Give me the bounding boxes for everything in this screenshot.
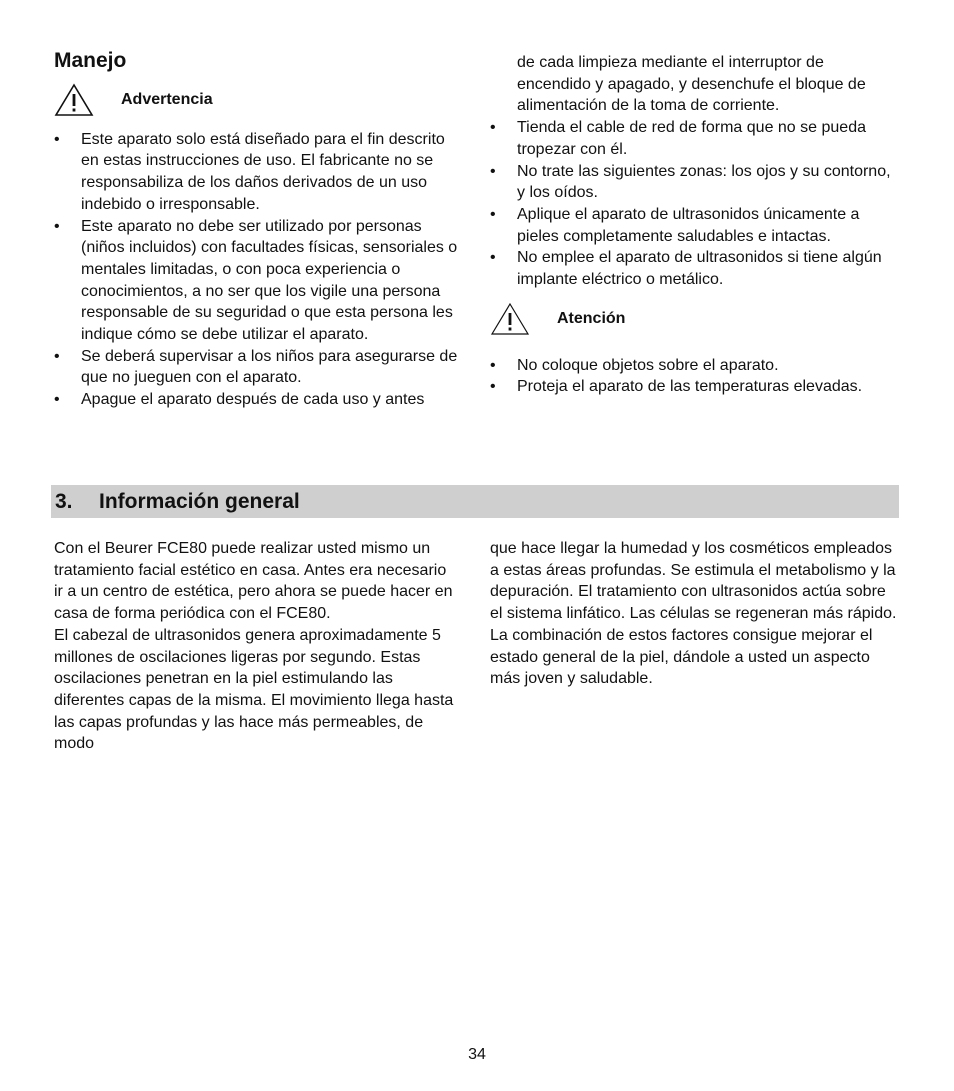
list-item: • Proteja el aparato de las temperaturas elevadas.	[490, 376, 902, 398]
section-number: 3.	[55, 489, 73, 513]
list-item: • Este aparato no debe ser utilizado por personas (niños incluidos) con facultades físicas, sensoriales o mentales limitadas, o con poca experiencia o conocimientos, a no ser que los vigile una persona responsable de su seguridad o que esta persona les indique cómo se debe utilizar el aparato.	[54, 216, 466, 346]
manejo-right-column	[490, 52, 902, 398]
paragraph: El cabezal de ultrasonidos genera aproximadamente 5 millones de oscilaciones ligeras por segundo. Estas oscilaciones penetran en la piel estimulando las diferentes capas de la misma. El movimiento llega hasta las capas profundas y las hace más permeables, de modo	[54, 626, 454, 753]
list-item: • Apague el aparato después de cada uso y antes	[54, 389, 466, 411]
caution-triangle-icon	[490, 302, 530, 336]
list-item: • No coloque objetos sobre el aparato.	[490, 355, 902, 377]
list-item: • Este aparato solo está diseñado para el fin descrito en estas instrucciones de uso. El fabricante no se responsabiliza de los daños derivados de un uso indebido o irresponsable.	[54, 129, 466, 216]
warning-list	[54, 129, 466, 411]
list-item: • Se deberá supervisar a los niños para asegurarse de que no jueguen con el aparato.	[54, 346, 466, 389]
manejo-heading: Manejo	[54, 49, 127, 72]
warning-title: Advertencia	[121, 90, 213, 108]
paragraph: que hace llegar la humedad y los cosméticos empleados a estas áreas profundas. Se estimula el metabolismo y la depuración. El tratamiento con ultrasonidos actúa sobre el sistema linfático. Las células se regeneran más rápido. La combinación de estos factores consigue mejorar el estado general de la piel, dándole a usted un aspecto más joven y saludable.	[490, 540, 897, 688]
section-title: Información general	[99, 489, 300, 513]
section-left-column	[54, 538, 454, 755]
list-item: • No emplee el aparato de ultrasonidos si tiene algún implante eléctrico o metálico.	[490, 247, 902, 290]
list-item: • No trate las siguientes zonas: los ojos y su contorno, y los oídos.	[490, 161, 902, 204]
caution-header	[490, 301, 902, 337]
list-item: • Aplique el aparato de ultrasonidos únicamente a pieles completamente saludables e intactas.	[490, 204, 902, 247]
list-item: de cada limpieza mediante el interruptor de encendido y apagado, y desenchufe el bloque de alimentación de la toma de corriente.	[517, 54, 866, 115]
caution-title: Atención	[557, 309, 626, 327]
paragraph: Con el Beurer FCE80 puede realizar usted mismo un tratamiento facial estético en casa. Antes era necesario ir a un centro de estética, pero ahora se puede hacer en casa de forma periódica con el FCE80.	[54, 540, 453, 623]
section-right-column	[490, 538, 900, 690]
page-number: 34	[468, 1046, 486, 1063]
caution-list	[490, 355, 902, 398]
warning-list-continued	[490, 52, 902, 291]
warning-header	[54, 82, 466, 118]
section-header-bar	[51, 485, 899, 518]
list-item: • Tienda el cable de red de forma que no se pueda tropezar con él.	[490, 117, 902, 160]
warning-triangle-icon	[54, 83, 94, 117]
manejo-left-column	[54, 50, 466, 411]
